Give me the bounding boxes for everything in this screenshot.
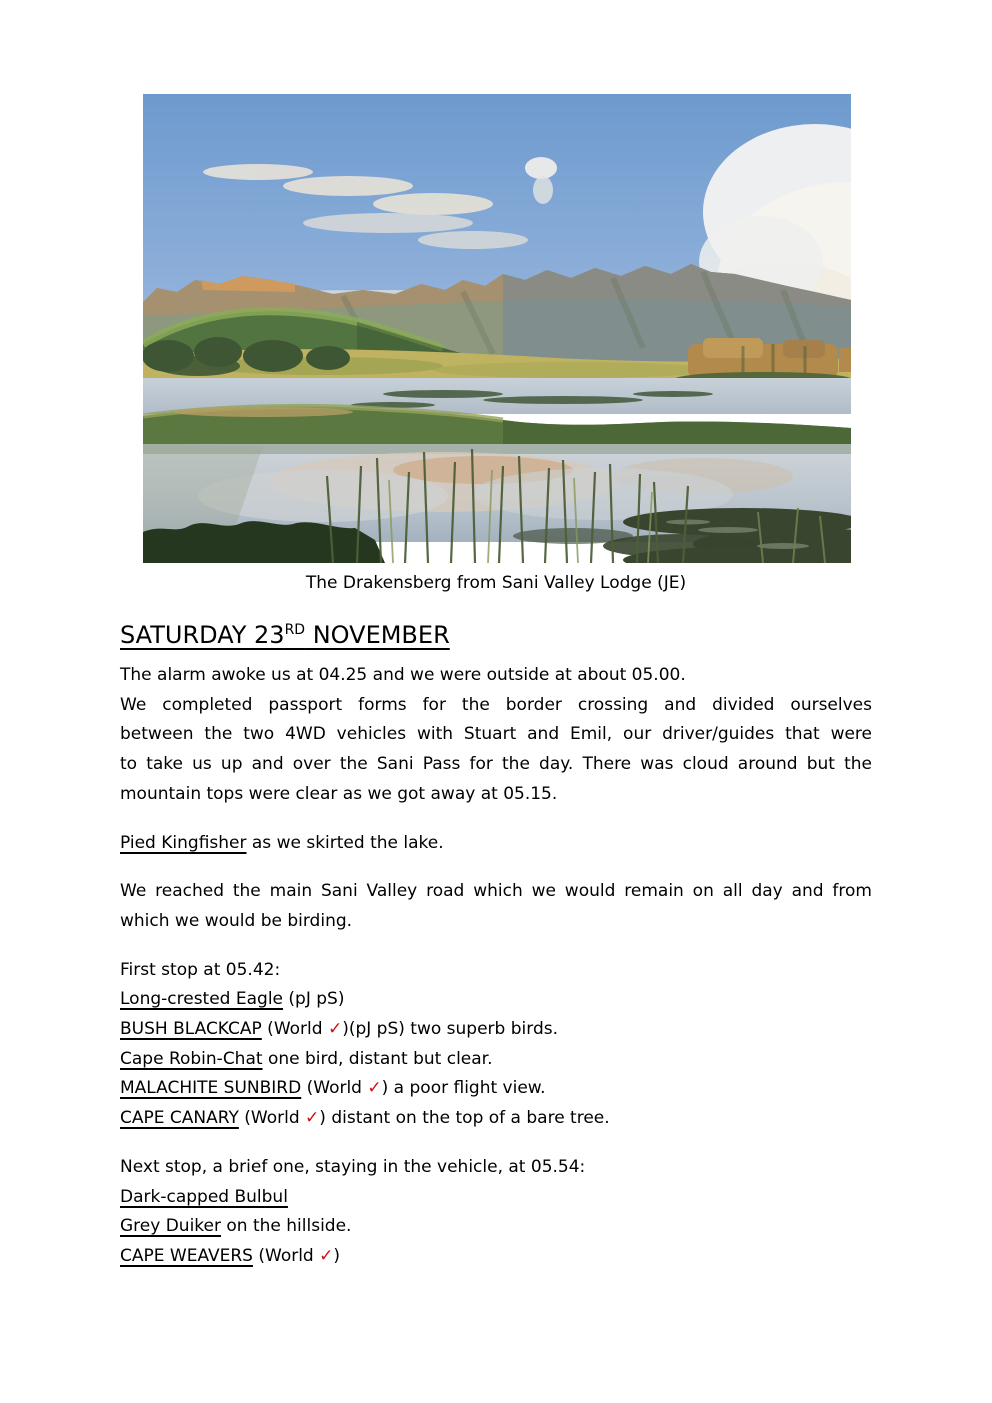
check-icon: ✓ bbox=[319, 1245, 334, 1266]
text-segment: as we skirted the lake. bbox=[246, 832, 444, 853]
text-segment: (pJ pS) bbox=[283, 989, 345, 1010]
text-segment: (World bbox=[238, 1108, 306, 1129]
paragraph bbox=[120, 956, 872, 1134]
check-icon: ✓ bbox=[367, 1078, 382, 1099]
text-line bbox=[120, 1015, 872, 1045]
text-line bbox=[120, 1242, 872, 1272]
text-segment: (World bbox=[301, 1078, 368, 1099]
text-line bbox=[120, 750, 872, 780]
text-segment: ) a poor flight view. bbox=[381, 1078, 546, 1099]
check-icon: ✓ bbox=[327, 1019, 343, 1040]
text-segment: )(pJ pS) two superb birds. bbox=[342, 1019, 558, 1040]
text-line bbox=[120, 1074, 872, 1104]
text-segment: mountain tops were clear as we got away at 05.15. bbox=[120, 783, 558, 804]
text-segment: to take us up and over the Sani Pass for the day. There was cloud around but the bbox=[120, 754, 872, 775]
species-name: MALACHITE SUNBIRD bbox=[120, 1078, 302, 1099]
text-segment: The alarm awoke us at 04.25 and we were outside at about 05.00. bbox=[120, 665, 686, 685]
text-line bbox=[120, 1212, 872, 1242]
text-segment: First stop at 05.42: bbox=[120, 959, 281, 980]
text-line bbox=[120, 1104, 872, 1134]
species-name: Pied Kingfisher bbox=[120, 832, 247, 853]
species-name: Long-crested Eagle bbox=[120, 989, 284, 1010]
text-segment: We completed passport forms for the border crossing and divided ourselves bbox=[120, 694, 872, 715]
text-segment: (World bbox=[252, 1245, 320, 1266]
species-name: BUSH BLACKCAP bbox=[120, 1019, 262, 1040]
drakensberg-photo bbox=[143, 94, 851, 563]
text-segment: ) distant on the top of a bare tree. bbox=[319, 1108, 610, 1129]
text-segment: We reached the main Sani Valley road which we would remain on all day and from bbox=[120, 881, 872, 902]
paragraph bbox=[120, 691, 872, 810]
paragraph bbox=[120, 877, 872, 936]
paragraph bbox=[120, 829, 872, 859]
text-line bbox=[120, 985, 872, 1015]
heading-date: SATURDAY 23 bbox=[120, 621, 285, 649]
text-line bbox=[120, 877, 872, 907]
species-name: Dark-capped Bulbul bbox=[120, 1186, 288, 1207]
section-heading bbox=[120, 618, 872, 652]
trip-report-body bbox=[120, 618, 872, 1272]
heading-ordinal-superscript: RD bbox=[284, 622, 306, 638]
species-name: CAPE WEAVERS bbox=[120, 1245, 253, 1266]
paragraph-container bbox=[120, 661, 872, 1272]
species-name: Grey Duiker bbox=[120, 1216, 221, 1237]
text-line bbox=[120, 661, 872, 691]
heading-month: NOVEMBER bbox=[305, 621, 450, 649]
text-line bbox=[120, 829, 872, 859]
text-segment: Next stop, a brief one, staying in the vehicle, at 05.54: bbox=[120, 1156, 586, 1177]
text-segment: which we would be birding. bbox=[120, 910, 353, 931]
text-segment: between the two 4WD vehicles with Stuart and Emil, our driver/guides that were bbox=[120, 724, 872, 745]
text-segment: (World bbox=[261, 1019, 328, 1040]
text-line bbox=[120, 691, 872, 721]
text-line bbox=[120, 1045, 872, 1075]
text-line bbox=[120, 780, 872, 810]
text-segment: ) bbox=[333, 1245, 341, 1266]
check-icon: ✓ bbox=[305, 1108, 320, 1129]
text-line bbox=[120, 720, 872, 750]
photo-caption: The Drakensberg from Sani Valley Lodge (JE) bbox=[305, 573, 687, 593]
text-segment: on the hillside. bbox=[221, 1216, 352, 1237]
text-line bbox=[120, 1183, 872, 1213]
text-line bbox=[120, 1153, 872, 1183]
text-line bbox=[120, 956, 872, 986]
species-name: Cape Robin-Chat bbox=[120, 1048, 263, 1069]
landscape-illustration bbox=[143, 94, 851, 563]
text-line bbox=[120, 907, 872, 937]
paragraph bbox=[120, 1153, 872, 1272]
text-segment: one bird, distant but clear. bbox=[262, 1048, 493, 1069]
paragraph bbox=[120, 661, 872, 691]
species-name: CAPE CANARY bbox=[120, 1108, 239, 1129]
